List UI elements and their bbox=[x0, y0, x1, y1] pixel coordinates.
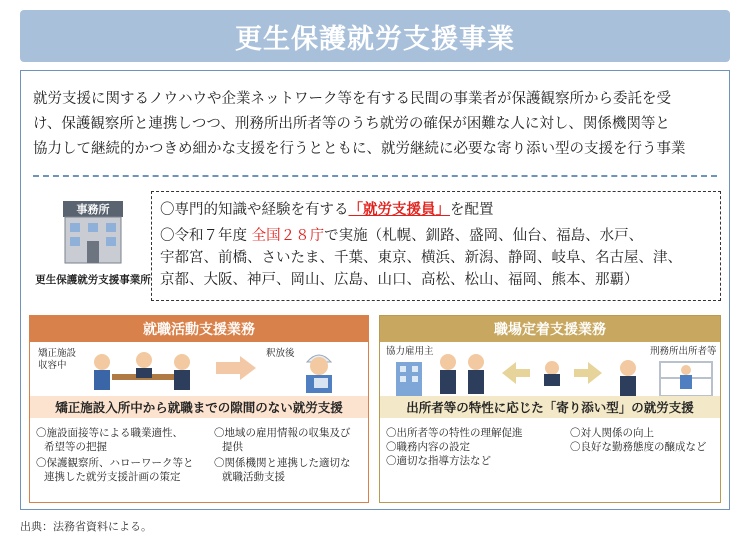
list-item: 〇保護観察所、ハローワーク等と bbox=[36, 457, 194, 469]
info-bullet-staff bbox=[160, 200, 494, 220]
job-search-support-panel bbox=[29, 315, 369, 503]
office-label: 更生保護就労支援事業所 bbox=[35, 274, 151, 286]
intro-line-2: け、保護観察所と連携しつつ、刑務所出所者等のうち就労の確保が困難な人に対し、関係機関等と bbox=[33, 116, 670, 132]
worker-helmet-icon bbox=[294, 348, 344, 394]
arrow-right-icon bbox=[216, 356, 256, 380]
interview-people-icon bbox=[82, 346, 212, 394]
list-item: 〇施設面接等による職業適性、 bbox=[36, 427, 183, 439]
panel-title: 就職活動支援業務 bbox=[30, 316, 368, 342]
released-person-icon bbox=[616, 358, 716, 396]
list-item: 〇適切な指導方法など bbox=[386, 455, 491, 467]
company-building-icon bbox=[394, 360, 424, 396]
list-item: 就職活動支援 bbox=[222, 471, 285, 483]
workplace-retention-panel bbox=[379, 315, 721, 503]
info-text: 〇専門的知識や経験を有する bbox=[160, 202, 349, 218]
office-sign-text: 事務所 bbox=[76, 203, 110, 216]
label-released-person: 刑務所出所者等 bbox=[650, 346, 717, 357]
highlight-term: 「就労支援員」 bbox=[348, 202, 450, 218]
main-content-box bbox=[20, 70, 730, 510]
title-banner bbox=[20, 10, 730, 62]
info-text: 〇令和７年度 bbox=[160, 228, 252, 244]
intro-paragraph bbox=[33, 87, 717, 162]
source-note: 出典：法務省資料による。 bbox=[20, 520, 152, 533]
panel-subtitle: 出所者等の特性に応じた「寄り添い型」の就労支援 bbox=[380, 396, 720, 418]
panel-title: 職場定着支援業務 bbox=[380, 316, 720, 342]
office-building-icon bbox=[61, 199, 125, 265]
list-item: 連携した就労支援計画の策定 bbox=[44, 471, 181, 483]
list-item: 〇職務内容の設定 bbox=[386, 441, 470, 453]
list-item: 〇関係機関と連携した適切な bbox=[214, 457, 351, 469]
label-before-release: 矯正施設収容中 bbox=[38, 348, 77, 371]
list-item: 希望等の把握 bbox=[44, 441, 107, 453]
label-cooperating-employer: 協力雇用主 bbox=[386, 346, 434, 357]
job-search-illustration bbox=[30, 342, 368, 396]
info-locations-line-3: 京都、大阪、神戸、岡山、広島、山口、高松、松山、福岡、熊本、那覇） bbox=[160, 272, 639, 288]
list-item: 〇出所者等の特性の理解促進 bbox=[386, 427, 523, 439]
page-title: 更生保護就労支援事業 bbox=[235, 23, 515, 55]
label-after-release: 釈放後 bbox=[266, 348, 295, 359]
highlight-count: 全国２８庁 bbox=[251, 228, 325, 244]
info-text: を配置 bbox=[450, 202, 494, 218]
panel-subtitle: 矯正施設入所中から就職までの隙間のない就労支援 bbox=[30, 396, 368, 418]
retention-illustration bbox=[380, 342, 720, 396]
section-divider bbox=[33, 175, 717, 177]
employer-people-icon bbox=[434, 350, 492, 396]
list-item: 提供 bbox=[222, 441, 243, 453]
info-text: で実施（札幌、釧路、盛岡、仙台、福島、水戸、 bbox=[324, 228, 644, 244]
info-locations-line-2: 宇都宮、前橋、さいたま、千葉、東京、横浜、新潟、静岡、岐阜、名古屋、津、 bbox=[160, 250, 682, 266]
info-box bbox=[151, 191, 721, 301]
intro-line-1: 就労支援に関するノウハウや企業ネットワーク等を有する民間の事業者が保護観察所から委託を受 bbox=[33, 91, 671, 107]
intro-line-3: 協力して継続的かつきめ細かな支援を行うとともに、就労継続に必要な寄り添い型の支援を行う事業 bbox=[33, 141, 686, 157]
list-item: 〇地域の雇用情報の収集及び bbox=[214, 427, 351, 439]
info-bullet-locations bbox=[160, 226, 643, 246]
list-item: 〇対人関係の向上 bbox=[570, 427, 654, 439]
list-item: 〇良好な勤務態度の醸成など bbox=[570, 441, 707, 453]
bidirectional-arrow-icon bbox=[502, 360, 602, 386]
